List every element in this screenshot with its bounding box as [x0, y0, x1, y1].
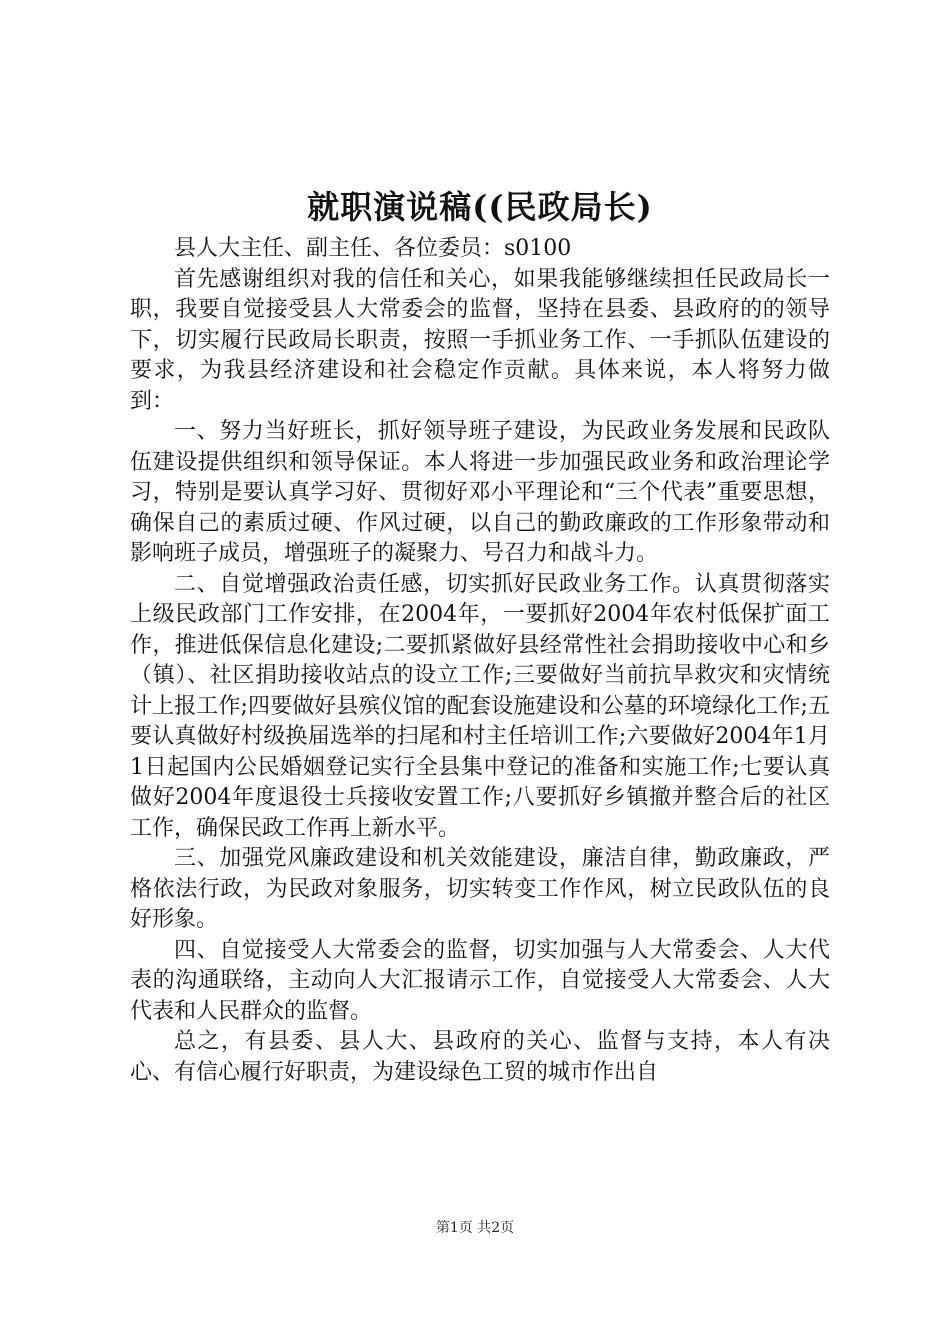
page-footer: 第1页 共2页	[435, 1220, 515, 1236]
document-page	[130, 180, 830, 1088]
body-paragraph-2: 二、自觉增强政治责任感，切实抓好民政业务工作。认真贯彻落实上级民政部门工作安排，在2004年，一要抓好2004年农村低保扩面工作，推进低保信息化建设;二要抓紧做好县经常性社会捐助接收中心和乡（镇）、社区捐助接收站点的设立工作;三要做好当前抗旱救灾和灾情统计上报工作;四要做好县殡仪馆的配套设施建设和公墓的环境绿化工作;五要认真做好村级换届选举的扫尾和村主任培训工作;六要做好2004年1月1日起国内公民婚姻登记实行全县集中登记的准备和实施工作;七要认真做好2004年度退役士兵接收安置工作;八要抓好乡镇撤并整合后的社区工作，确保民政工作再上新水平。	[130, 571, 830, 841]
salutation: 县人大主任、副主任、各位委员：s0100	[174, 236, 572, 261]
body-paragraph-4: 四、自觉接受人大常委会的监督，切实加强与人大常委会、人大代表的沟通联络，主动向人大汇报请示工作，自觉接受人大常委会、人大代表和人民群众的监督。	[130, 937, 830, 1024]
body-paragraph-1: 一、努力当好班长，抓好领导班子建设，为民政业务发展和民政队伍建设提供组织和领导保证。本人将进一步加强民政业务和政治理论学习，特别是要认真学习好、贯彻好邓小平理论和“三个代表”重要思想，确保自己的素质过硬、作风过硬，以自己的勤政廉政的工作形象带动和影响班子成员，增强班子的凝聚力、号召力和战斗力。	[130, 419, 830, 566]
body-paragraph-3: 三、加强党风廉政建设和机关效能建设，廉洁自律，勤政廉政，严格依法行政，为民政对象服务，切实转变工作作风，树立民政队伍的良好形象。	[130, 846, 830, 932]
document-title: 就职演说稿((民政局长)	[307, 188, 653, 226]
body-paragraph-intro: 首先感谢组织对我的信任和关心，如果我能够继续担任民政局长一职，我要自觉接受县人大常委会的监督，坚持在县委、县政府的的领导下，切实履行民政局长职责，按照一手抓业务工作、一手抓队伍建设的要求，为我县经济建设和社会稳定作贡献。具体来说，本人将努力做到：	[130, 266, 830, 414]
body-paragraph-conclusion: 总之，有县委、县人大、县政府的关心、监督与支持，本人有决心、有信心履行好职责，为建设绿色工贸的城市作出自	[130, 1029, 830, 1085]
